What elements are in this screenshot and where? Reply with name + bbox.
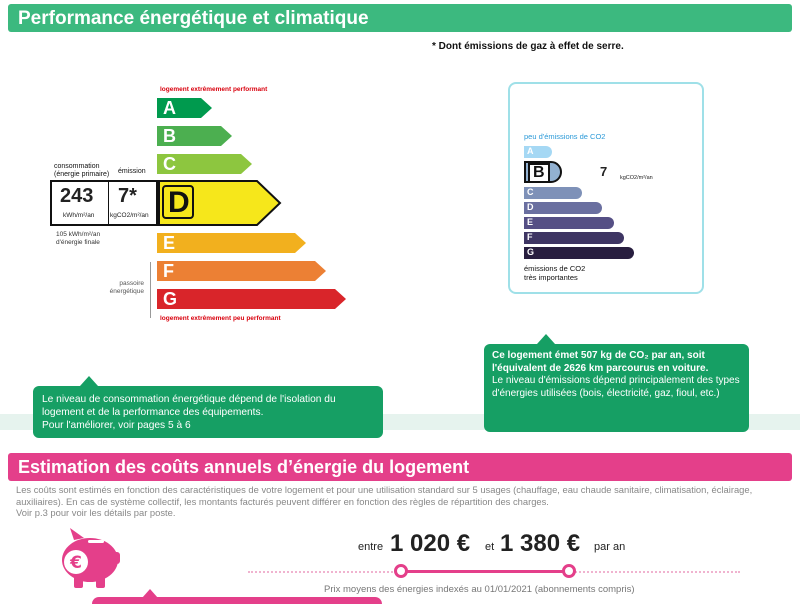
co2-unit: kgCO2/m²/an bbox=[620, 175, 653, 181]
svg-text:€: € bbox=[70, 553, 82, 573]
divider bbox=[108, 182, 109, 224]
energy-grade-f bbox=[156, 260, 328, 282]
energy-grade-b bbox=[156, 125, 234, 147]
energy-grade-label: G bbox=[163, 289, 178, 309]
section-title: Performance énergétique et climatique bbox=[18, 8, 369, 29]
co2-grade-g bbox=[524, 247, 634, 259]
co2-grade-f bbox=[524, 232, 624, 244]
cost-entre: entre bbox=[358, 541, 384, 553]
pink-callout bbox=[92, 597, 382, 604]
tip-consumption bbox=[33, 386, 383, 438]
energy-grade-d bbox=[158, 180, 282, 226]
energy-grade-label: A bbox=[163, 98, 176, 118]
energy-grade-label: C bbox=[163, 154, 176, 174]
cost-min-marker bbox=[394, 564, 408, 578]
emission-label: émission bbox=[118, 168, 146, 175]
cost-max-marker bbox=[562, 564, 576, 578]
piggy-bank-euro-icon bbox=[48, 526, 128, 590]
co2-bottom-label: émissions de CO2 très importantes bbox=[524, 264, 586, 282]
scale-top-label: logement extrêmement performant bbox=[160, 86, 268, 93]
tip-consumption-text: Le niveau de consommation énergétique dépend de l'isolation du logement et de la performance des équipements. Pour l'améliorer, voir pages 5 à 6 bbox=[42, 394, 336, 431]
co2-card bbox=[508, 82, 704, 294]
energy-value-box bbox=[50, 180, 158, 226]
scale-bottom-label: logement extrêmement peu performant bbox=[160, 315, 281, 322]
passoire-label: passoire énergétique bbox=[109, 280, 144, 295]
conso-label: consommation (énergie primaire) bbox=[54, 163, 110, 178]
section-header-costs bbox=[8, 453, 792, 481]
footnote: * Dont émissions de gaz à effet de serre. bbox=[432, 41, 624, 52]
co2-grade-label: C bbox=[527, 187, 534, 197]
co2-grade-label: B bbox=[528, 163, 550, 183]
energy-grade-a bbox=[156, 97, 214, 119]
cost-per-year: par an bbox=[594, 541, 626, 553]
co2-grade-c bbox=[524, 187, 582, 199]
co2-grade-e bbox=[524, 217, 614, 229]
co2-grade-label: D bbox=[527, 202, 534, 212]
passoire-bracket bbox=[150, 262, 151, 318]
cost-et: et bbox=[485, 541, 495, 553]
co2-grade-label: F bbox=[527, 232, 533, 242]
energy-grade-c bbox=[156, 153, 254, 175]
conso-unit: kWh/m²/an bbox=[63, 212, 95, 219]
conso-value: 243 bbox=[60, 185, 94, 207]
final-energy-label: 105 kWh/m²/an d'énergie finale bbox=[56, 231, 101, 246]
cost-max: 1 380 € bbox=[500, 530, 581, 557]
energy-grade-label: D bbox=[168, 186, 190, 219]
energy-grade-label: F bbox=[163, 261, 174, 281]
co2-grade-label: A bbox=[527, 146, 534, 156]
cost-description: Les coûts sont estimés en fonction des caractéristiques de votre logement et pour une utilisation standard sur 5 usages (chauffage, eau chaude sanitaire, climatisation, éclairage, auxiliaires). En cas de système collectif, les montants facturés peuvent différer en fonction des règles de répartition des charges. Voir p.3 pour voir les détails par poste. bbox=[16, 484, 753, 518]
cost-min: 1 020 € bbox=[390, 530, 471, 557]
energy-grade-e bbox=[156, 232, 308, 254]
energy-grade-g bbox=[156, 288, 348, 310]
co2-grade-b bbox=[524, 161, 562, 183]
co2-grade-label: G bbox=[527, 247, 535, 257]
tip-emissions bbox=[484, 344, 749, 432]
tip-emissions-bold: Ce logement émet 507 kg de CO₂ par an, soit l'équivalent de 2626 km parcourus en voiture. bbox=[492, 350, 709, 374]
price-note: Prix moyens des énergies indexés au 01/01/2021 (abonnements compris) bbox=[324, 584, 635, 595]
energy-grade-label: B bbox=[163, 126, 176, 146]
co2-value: 7 bbox=[600, 164, 608, 179]
emission-unit: kgCO2/m²/an bbox=[110, 212, 149, 219]
cost-range-segment bbox=[401, 570, 569, 573]
co2-top-label: peu d'émissions de CO2 bbox=[524, 132, 606, 141]
co2-grade-a bbox=[524, 146, 552, 158]
co2-grade-d bbox=[524, 202, 602, 214]
section-header-performance bbox=[8, 4, 792, 32]
section-title: Estimation des coûts annuels d’énergie du logement bbox=[18, 457, 470, 477]
energy-grade-label: E bbox=[163, 233, 176, 253]
emission-value: 7* bbox=[118, 185, 137, 207]
tip-emissions-text: Le niveau d'émissions dépend principalement des types d'énergies utilisées (bois, électricité, gaz, fioul, etc.) bbox=[492, 375, 740, 399]
co2-grade-label: E bbox=[527, 217, 534, 227]
